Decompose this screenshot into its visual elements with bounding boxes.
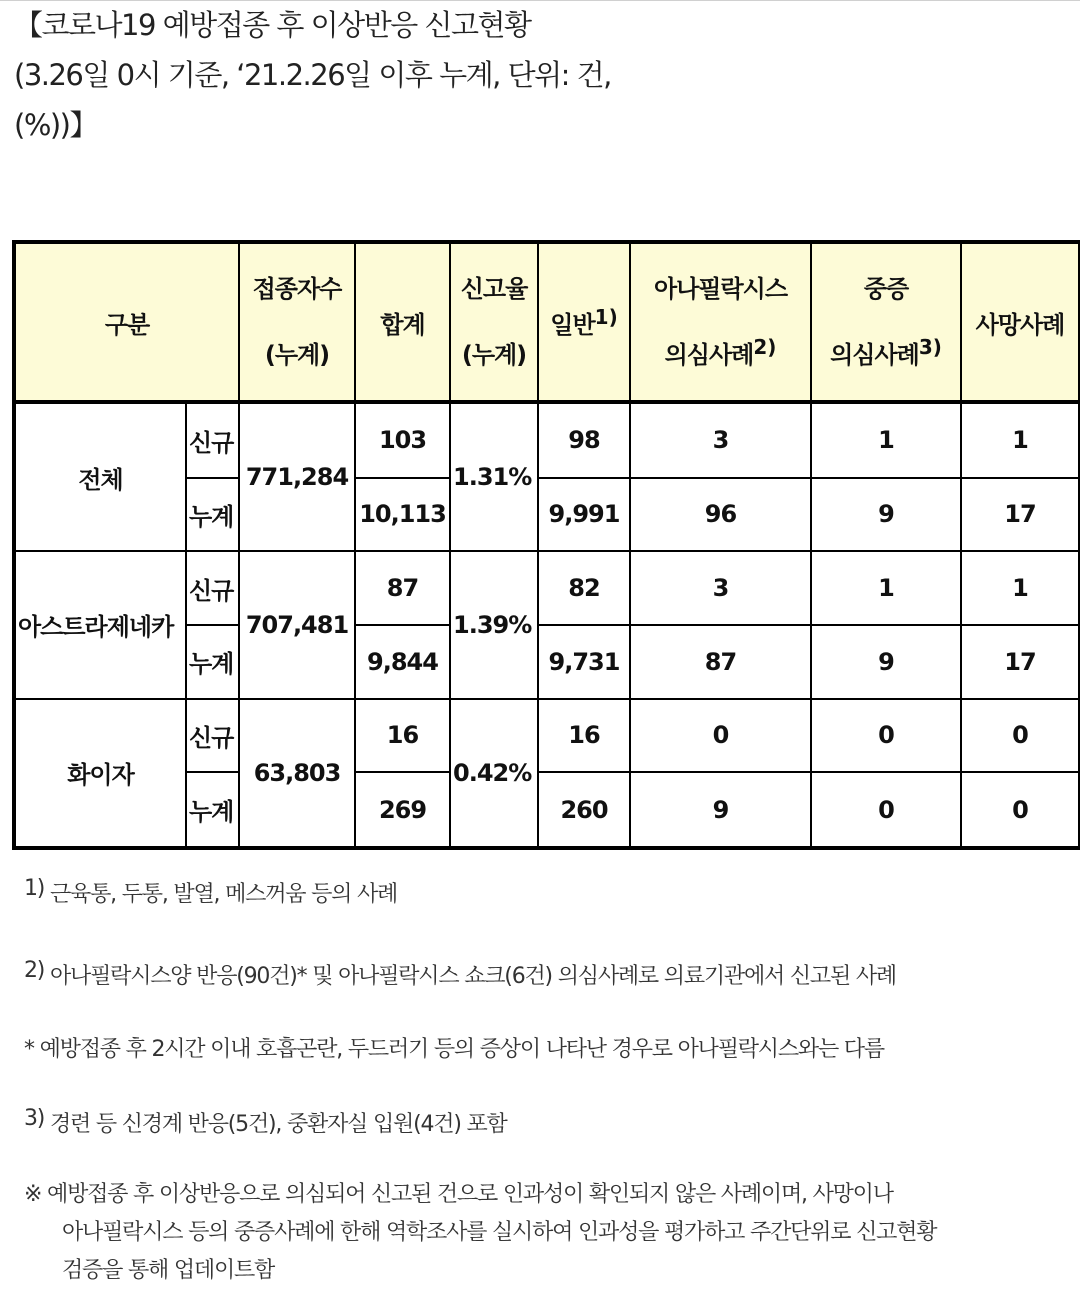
severe-count: 9: [811, 478, 961, 552]
general-count: 16: [538, 699, 630, 773]
reference-line-2: 아나필락시스 등의 중증사례에 한해 역학조사를 실시하여 인과성을 평가하고 주간단위로 신고현황: [62, 1220, 937, 1245]
general-count: 82: [538, 551, 630, 625]
table-row: [14, 551, 1080, 625]
row-type: 신규: [186, 402, 239, 478]
title-line-1: 【코로나19 예방접종 후 이상반응 신고현황: [14, 8, 531, 42]
row-type: 신규: [186, 551, 239, 625]
row-type: 누계: [186, 478, 239, 552]
footnote-3-mark: 3): [24, 1106, 45, 1131]
header-vaccinated: [239, 242, 355, 402]
adverse-reaction-table: [12, 240, 1080, 850]
footnote-2: [24, 958, 896, 990]
header-vaccinated-line1: 접종자수: [252, 275, 342, 303]
row-type: 누계: [186, 772, 239, 848]
footnote-2-mark: 2): [24, 958, 45, 983]
header-anaphylaxis-footnote: 2): [753, 335, 777, 359]
anaphylaxis-count: 3: [630, 402, 811, 478]
header-severe-line2: 의심사례: [830, 341, 919, 369]
group-name: 화이자: [14, 699, 186, 848]
anaphylaxis-count: 0: [630, 699, 811, 773]
reference-mark: ※: [24, 1182, 42, 1207]
total-count: 9,844: [355, 625, 450, 699]
reference-line-3: 검증을 통해 업데이트함: [62, 1258, 275, 1283]
total-count: 103: [355, 402, 450, 478]
header-anaphylaxis-line2: 의심사례: [664, 341, 754, 369]
general-count: 9,731: [538, 625, 630, 699]
footnote-1-text: 근육통, 두통, 발열, 메스꺼움 등의 사례: [49, 882, 398, 907]
table-row: [14, 402, 1080, 478]
report-rate: 0.42%: [450, 699, 538, 848]
report-title: [14, 0, 1064, 150]
total-count: 10,113: [355, 478, 450, 552]
header-row: [14, 242, 1080, 402]
row-type: 신규: [186, 699, 239, 773]
header-general-label: 일반: [550, 310, 595, 339]
severe-count: 1: [811, 551, 961, 625]
report-rate: 1.31%: [450, 402, 538, 551]
footnote-star-text: 예방접종 후 2시간 이내 호흡곤란, 두드러기 등의 증상이 나타난 경우로 아나필락시스와는 다름: [39, 1037, 884, 1062]
header-rate-line2: (누계): [461, 341, 527, 369]
vaccinated-count: 771,284: [239, 402, 355, 551]
severe-count: 0: [811, 699, 961, 773]
general-count: 9,991: [538, 478, 630, 552]
vaccinated-count: 707,481: [239, 551, 355, 698]
general-count: 98: [538, 402, 630, 478]
death-count: 0: [961, 699, 1080, 773]
header-severe-footnote: 3): [918, 335, 942, 359]
table-row: [14, 699, 1080, 773]
title-line-3: (%))】: [14, 108, 97, 142]
header-severe-line1: 중증: [863, 275, 909, 303]
reference-note: [24, 1176, 1064, 1290]
header-anaphylaxis-line1: 아나필락시스: [653, 275, 788, 303]
total-count: 16: [355, 699, 450, 773]
report-rate: 1.39%: [450, 551, 538, 698]
footnote-1-mark: 1): [24, 876, 45, 901]
header-general-footnote: 1): [594, 304, 618, 329]
death-count: 1: [961, 402, 1080, 478]
vaccinated-count: 63,803: [239, 699, 355, 848]
footnote-star: [24, 1032, 884, 1063]
anaphylaxis-count: 3: [630, 551, 811, 625]
footnote-star-mark: *: [24, 1037, 34, 1062]
death-count: 17: [961, 478, 1080, 552]
header-category: 구분: [14, 242, 239, 402]
severe-count: 9: [811, 625, 961, 699]
footnote-3: [24, 1106, 507, 1138]
footnote-2-text: 아나필락시스양 반응(90건)* 및 아나필락시스 쇼크(6건) 의심사례로 의료기관에서 신고된 사례: [49, 964, 896, 989]
reference-line-1: 예방접종 후 이상반응으로 의심되어 신고된 건으로 인과성이 확인되지 않은 사례이며, 사망이나: [47, 1182, 893, 1207]
title-line-2: (3.26일 0시 기준, ‘21.2.26일 이후 누계, 단위: 건,: [14, 58, 611, 92]
severe-count: 1: [811, 402, 961, 478]
severe-count: 0: [811, 772, 961, 848]
header-rate: [450, 242, 538, 402]
row-type: 누계: [186, 625, 239, 699]
footnote-3-text: 경련 등 신경계 반응(5건), 중환자실 입원(4건) 포함: [49, 1112, 507, 1137]
anaphylaxis-count: 9: [630, 772, 811, 848]
header-severe: [811, 242, 961, 402]
anaphylaxis-count: 96: [630, 478, 811, 552]
header-anaphylaxis: [630, 242, 811, 402]
header-vaccinated-line2: (누계): [264, 341, 330, 369]
group-name: 아스트라제네카: [14, 551, 186, 698]
footnote-1: [24, 876, 397, 908]
death-count: 0: [961, 772, 1080, 848]
header-total: 합계: [355, 242, 450, 402]
anaphylaxis-count: 87: [630, 625, 811, 699]
death-count: 17: [961, 625, 1080, 699]
death-count: 1: [961, 551, 1080, 625]
total-count: 269: [355, 772, 450, 848]
header-death: 사망사례: [961, 242, 1080, 402]
group-name: 전체: [14, 402, 186, 551]
header-general: [538, 242, 630, 402]
total-count: 87: [355, 551, 450, 625]
header-rate-line1: 신고율: [460, 275, 528, 303]
general-count: 260: [538, 772, 630, 848]
